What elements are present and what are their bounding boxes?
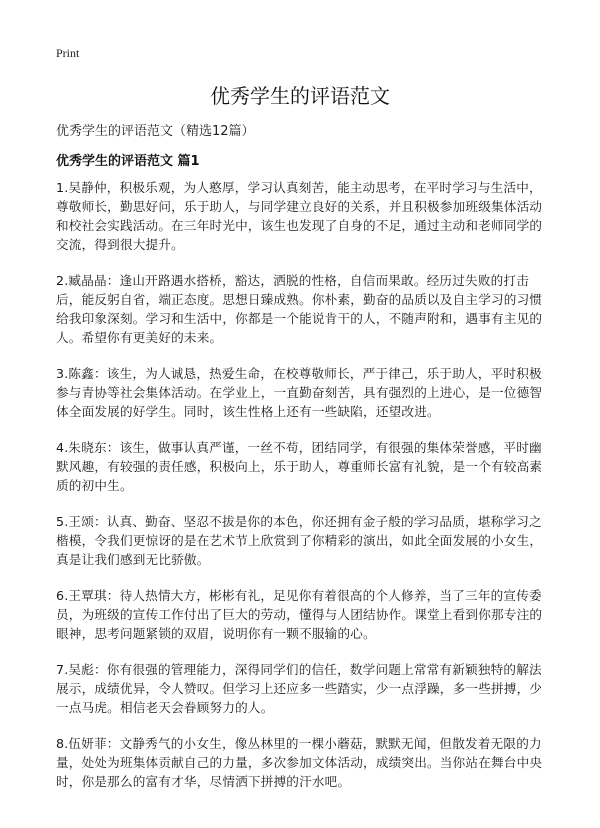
- page-title: 优秀学生的评语范文: [210, 84, 390, 108]
- comment-list: [56, 178, 554, 808]
- comment-entry-6: 6.王覃琪：待人热情大方，彬彬有礼，足见你有着很高的个人修养，当了三年的宣传委员，为班级的宣传工作付出了巨大的劳动，懂得与人团结协作。课堂上看到你那专注的眼神，思考问题紧锁的双眉，说明你有一颗不服输的心。: [56, 588, 543, 641]
- comment-entry-4: 4.朱晓东：该生，做事认真严谨，一丝不苟，团结同学，有很强的集体荣誉感，平时幽默风趣，有较强的责任感，积极向上，乐于助人，尊重师长富有礼貌，是一个有较高素质的初中生。: [56, 440, 543, 493]
- comment-entry-7: 7.吴彪：你有很强的管理能力，深得同学们的信任，数学问题上常常有新颖独特的解法展示，成绩优异，令人赞叹。但学习上还应多一些踏实，少一点浮躁，多一些拼搏，少一点马虎。相信老天会眷顾努力的人。: [56, 662, 543, 715]
- document-subtitle: 优秀学生的评语范文（精选12篇）: [56, 124, 255, 139]
- comment-entry-1: 1.吴静仲，积极乐观，为人憨厚，学习认真刻苦，能主动思考，在平时学习与生活中，尊敬师长，勤思好问，乐于助人，与同学建立良好的关系，并且积极参加班级集体活动和校社会实践活动。在三年时光中，该生也发现了自身的不足，通过主动和老师同学的交流，得到很大提升。: [56, 180, 543, 252]
- comment-entry-8: 8.伍妍菲：文静秀气的小女生，像丛林里的一棵小蘑菇，默默无闻，但散发着无限的力量，处处为班集体贡献自己的力量，多次参加文体活动，成绩突出。当你站在舞台中央时，你是那么的富有才华，尽情洒下拼搏的汗水吧。: [56, 736, 543, 789]
- comment-entry-3: 3.陈鑫：该生，为人诚恳，热爱生命，在校尊敬师长，严于律己，乐于助人，平时积极参与青协等社会集体活动。在学业上，一直勤奋刻苦，具有强烈的上进心，是一位德智体全面发展的好学生。同时，该生性格上还有一些缺陷，还望改进。: [56, 366, 543, 419]
- comment-entry-2: 2.臧晶晶：逢山开路遇水搭桥，豁达，洒脱的性格，自信而果敢。经历过失败的打击后，能反躬自省，端正态度。思想日臻成熟。你朴素，勤奋的品质以及自主学习的习惯给我印象深刻。学习和生活中，你都是一个能说肯干的人，不随声附和，遇事有主见的人。希望你有更美好的未来。: [56, 273, 543, 345]
- print-link[interactable]: Print: [56, 46, 80, 60]
- comment-entry-5: 5.王颂：认真、勤奋、坚忍不拔是你的本色，你还拥有金子般的学习品质，堪称学习之楷模，令我们更惊讶的是在艺术节上欣赏到了你精彩的演出，如此全面发展的小女生，真是让我们感到无比骄傲。: [56, 514, 543, 567]
- section-heading: 优秀学生的评语范文 篇1: [56, 154, 200, 169]
